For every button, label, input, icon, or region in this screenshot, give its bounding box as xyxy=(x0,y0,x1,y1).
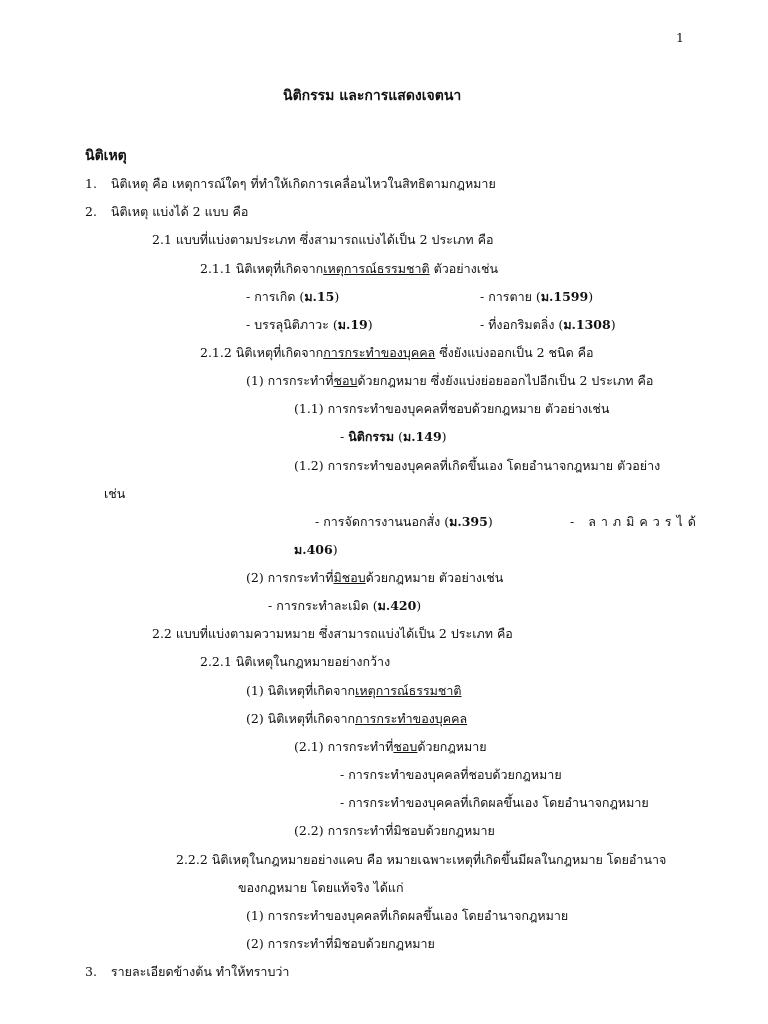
wide-2-1-suffix: ด้วยกฎหมาย xyxy=(417,739,487,754)
example-death xyxy=(480,289,593,305)
section-heading: นิติเหตุ xyxy=(85,148,127,164)
example-birth-section: ม.15 xyxy=(304,289,335,304)
example-birth-close: ) xyxy=(334,289,340,304)
wide-2-2: (2.2) การกระทำที่มิชอบด้วยกฎหมาย xyxy=(294,823,495,838)
example-unjust-enrichment-cont xyxy=(294,542,338,558)
section-2-2-2: 2.2.2 นิติเหตุในกฎหมายอย่างแคบ คือ หมายเฉพาะเหตุที่เกิดขึ้นมีผลในกฎหมาย โดยอำนาจ xyxy=(176,852,667,867)
section-2-1-1-underlined: เหตุการณ์ธรรมชาติ xyxy=(323,261,430,276)
example-juristic-close: ) xyxy=(441,429,447,444)
narrow-2: (2) การกระทำที่มิชอบด้วยกฎหมาย xyxy=(246,936,435,951)
point-1-suffix: ด้วยกฎหมาย ซึ่งยังแบ่งย่อยออกไปอีกเป็น 2 ประเภท คือ xyxy=(357,373,654,388)
point-1-underlined: ชอบ xyxy=(333,373,358,388)
example-alluvion xyxy=(480,317,616,333)
wide-2-1 xyxy=(294,739,487,755)
example-alluvion-close: ) xyxy=(610,317,616,332)
section-2-2: 2.2 แบบที่แบ่งตามความหมาย ซึ่งสามารถแบ่งได้เป็น 2 ประเภท คือ xyxy=(152,626,513,641)
wide-2-underlined: การกระทำของบุคคล xyxy=(355,711,468,726)
example-agency-close: ) xyxy=(487,514,493,529)
wide-1-prefix: (1) นิติเหตุที่เกิดจาก xyxy=(246,683,356,698)
section-2-1-2-underlined: การกระทำของบุคคล xyxy=(323,345,436,360)
wide-2-prefix: (2) นิติเหตุที่เกิดจาก xyxy=(246,711,356,726)
page-title: นิติกรรม และการแสดงเจตนา xyxy=(283,88,462,104)
example-death-close: ) xyxy=(588,289,594,304)
example-juristic-term: นิติกรรม xyxy=(348,429,395,444)
example-tort-close: ) xyxy=(416,598,422,613)
item-3 xyxy=(85,964,289,980)
point-1-1: (1.1) การกระทำของบุคคลที่ชอบด้วยกฎหมาย ตัวอย่างเช่น xyxy=(294,401,610,416)
example-juristic-dash: - xyxy=(340,429,349,444)
example-agency-section: ม.395 xyxy=(449,514,488,529)
example-death-section: ม.1599 xyxy=(540,289,589,304)
example-unjust-section: ม.406 xyxy=(294,542,333,557)
point-1-2: (1.2) การกระทำของบุคคลที่เกิดขึ้นเอง โดยอำนาจกฎหมาย ตัวอย่าง xyxy=(294,458,661,473)
example-birth xyxy=(246,289,339,305)
example-tort-section: ม.420 xyxy=(377,598,417,613)
narrow-1: (1) การกระทำของบุคคลที่เกิดผลขึ้นเอง โดยอำนาจกฎหมาย xyxy=(246,908,569,923)
wide-2 xyxy=(246,711,467,727)
item-1 xyxy=(85,176,496,192)
point-1 xyxy=(246,373,653,389)
example-adulthood-close: ) xyxy=(367,317,373,332)
section-2-1: 2.1 แบบที่แบ่งตามประเภท ซึ่งสามารถแบ่งได้เป็น 2 ประเภท คือ xyxy=(152,232,494,247)
item-3-number: 3. xyxy=(85,964,97,979)
section-2-2-2-continuation: ของกฎหมาย โดยแท้จริง ได้แก่ xyxy=(238,880,404,895)
wide-1-underlined: เหตุการณ์ธรรมชาติ xyxy=(355,683,462,698)
example-agency xyxy=(315,514,493,530)
section-2-1-1-prefix: 2.1.1 นิติเหตุที่เกิดจาก xyxy=(200,261,324,276)
point-1-2-continuation: เช่น xyxy=(104,486,126,501)
example-unjust-close: ) xyxy=(332,542,338,557)
wide-2-1-underlined: ชอบ xyxy=(393,739,418,754)
point-1-prefix: (1) การกระทำที่ xyxy=(246,373,334,388)
example-death-text: - การตาย ( xyxy=(480,289,541,304)
example-birth-text: - การเกิด ( xyxy=(246,289,305,304)
example-tort xyxy=(268,598,421,614)
example-alluvion-text: - ที่งอกริมตลิ่ง ( xyxy=(480,317,564,332)
wide-2-1-b: - การกระทำของบุคคลที่เกิดผลขึ้นเอง โดยอำนาจกฎหมาย xyxy=(340,795,649,810)
example-alluvion-section: ม.1308 xyxy=(563,317,611,332)
item-2 xyxy=(85,204,248,220)
item-3-text: รายละเอียดข้างต้น ทำให้ทราบว่า xyxy=(110,964,290,979)
example-juristic-open: ( xyxy=(394,429,403,444)
example-tort-text: - การกระทำละเมิด ( xyxy=(268,598,378,613)
example-juristic-section: ม.149 xyxy=(402,429,442,444)
item-1-text: นิติเหตุ คือ เหตุการณ์ใดๆ ที่ทำให้เกิดการเคลื่อนไหวในสิทธิตามกฎหมาย xyxy=(110,176,496,191)
example-adulthood-text: - บรรลุนิติภาวะ ( xyxy=(246,317,338,332)
wide-1 xyxy=(246,683,462,699)
section-2-1-1-suffix: ตัวอย่างเช่น xyxy=(429,261,499,276)
point-2-prefix: (2) การกระทำที่ xyxy=(246,570,334,585)
section-2-1-1 xyxy=(200,261,498,277)
example-agency-text: - การจัดการงานนอกสั่ง ( xyxy=(315,514,450,529)
example-adulthood-section: ม.19 xyxy=(337,317,368,332)
page-number: 1 xyxy=(676,30,684,45)
item-2-text: นิติเหตุ แบ่งได้ 2 แบบ คือ xyxy=(110,204,249,219)
wide-2-1-a: - การกระทำของบุคคลที่ชอบด้วยกฎหมาย xyxy=(340,767,562,782)
section-2-1-2-suffix: ซึ่งยังแบ่งออกเป็น 2 ชนิด คือ xyxy=(435,345,594,360)
item-2-number: 2. xyxy=(85,204,97,219)
section-2-1-2-prefix: 2.1.2 นิติเหตุที่เกิดจาก xyxy=(200,345,324,360)
section-2-1-2 xyxy=(200,345,594,361)
point-2-underlined: มิชอบ xyxy=(333,570,366,585)
example-juristic-act xyxy=(340,429,447,445)
point-2-suffix: ด้วยกฎหมาย ตัวอย่างเช่น xyxy=(365,570,504,585)
wide-2-1-prefix: (2.1) การกระทำที่ xyxy=(294,739,394,754)
section-2-2-1: 2.2.1 นิติเหตุในกฎหมายอย่างกว้าง xyxy=(200,654,391,669)
point-2 xyxy=(246,570,503,586)
item-1-number: 1. xyxy=(85,176,97,191)
example-adulthood xyxy=(246,317,373,333)
example-unjust-enrichment: - ลาภมิควรได้ xyxy=(570,514,701,529)
